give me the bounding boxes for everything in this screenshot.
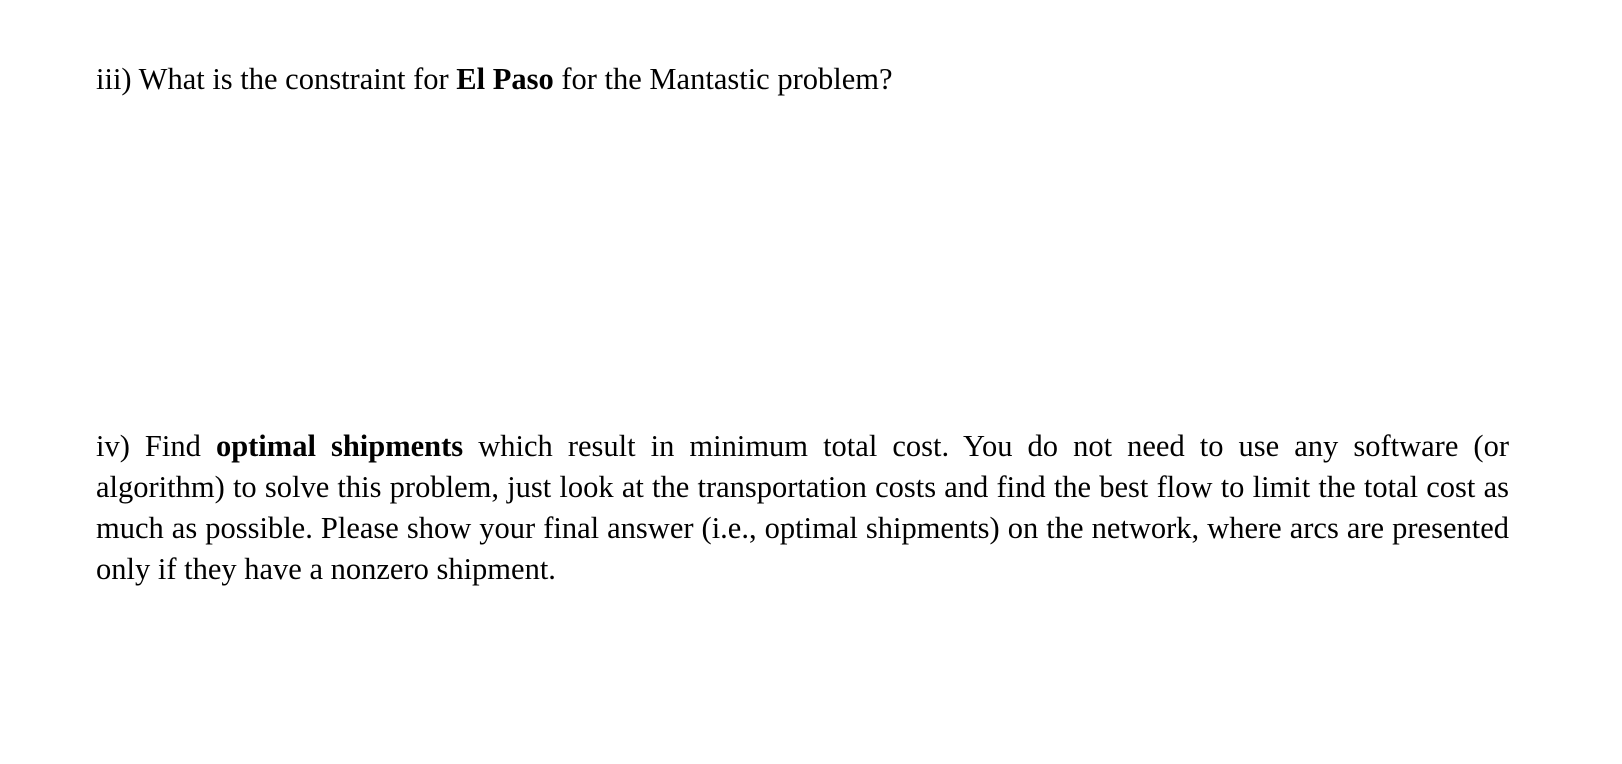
question-iii [96,59,1556,100]
question-iv-suffix: which result in minimum total cost. You do not need to use any software (or algorithm) to solve this problem, just look at the transportation costs and find the best flow to limit the total cost as much as possible. Please show your final answer (i.e., optimal shipments) on the network, where arcs are presented only if they have a nonzero shipment. [96,429,1509,586]
question-iii-bold: El Paso [456,62,554,96]
question-iv-prefix: iv) Find [96,429,216,463]
question-iii-prefix: iii) What is the constraint for [96,62,457,96]
question-iv [96,426,1509,590]
question-iv-bold: optimal shipments [215,429,464,463]
question-iii-suffix: for the Mantastic problem? [553,62,893,96]
